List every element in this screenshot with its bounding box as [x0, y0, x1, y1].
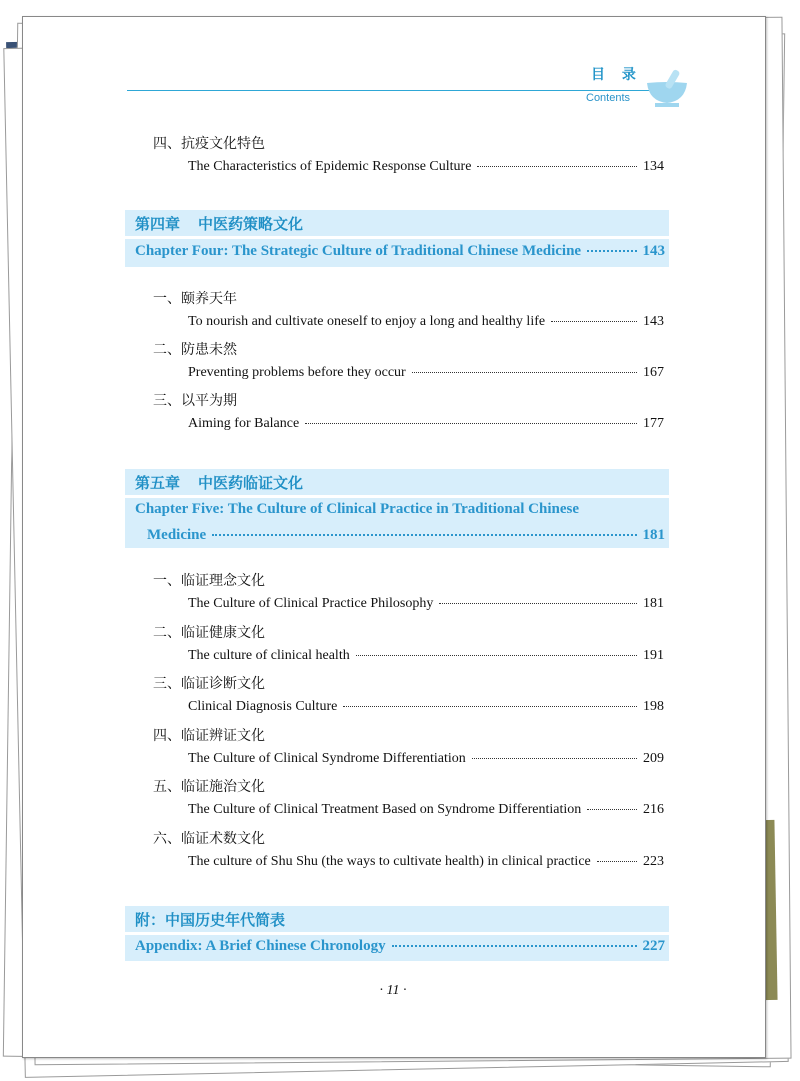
page-number: 181: [643, 596, 664, 611]
toc-entry[interactable]: [188, 416, 664, 432]
toc-item-cn: 六、临证术数文化: [153, 831, 265, 847]
mortar-pestle-icon: [643, 67, 691, 109]
toc-item-cn: 二、防患未然: [153, 342, 237, 358]
toc-item-cn: 一、颐养天年: [153, 291, 237, 307]
toc-entry-title: The culture of Shu Shu (the ways to cultivate health) in clinical practice: [188, 854, 591, 869]
page-number: 191: [643, 648, 664, 663]
appendix-title-cn: 附：中国历史年代简表: [135, 911, 286, 929]
page-number: 181: [642, 527, 665, 543]
page-number: 209: [643, 751, 664, 766]
toc-item-cn: 一、临证理念文化: [153, 573, 265, 589]
dot-leader: [412, 372, 637, 373]
page-number: 223: [643, 854, 664, 869]
page-number: 134: [643, 159, 664, 174]
page-number: 216: [643, 802, 664, 817]
toc-item-cn: 四、抗疫文化特色: [153, 136, 265, 152]
toc-entry[interactable]: [188, 802, 664, 818]
chapter-number-cn: 第五章: [135, 474, 181, 492]
dot-leader: [597, 861, 637, 862]
dot-leader: [587, 250, 636, 252]
toc-entry[interactable]: [188, 314, 664, 330]
chapter-title-cn: [135, 472, 303, 493]
chapter-name-cn: 中医药策略文化: [198, 215, 304, 233]
appendix-entry[interactable]: [135, 938, 665, 955]
page-number: 143: [642, 243, 665, 259]
header-title-en: Contents: [586, 92, 631, 104]
dot-leader: [356, 655, 637, 656]
dot-leader: [477, 166, 637, 167]
dot-leader: [587, 809, 637, 810]
dot-leader: [305, 423, 637, 424]
toc-item-cn: 五、临证施治文化: [153, 779, 265, 795]
appendix-title-en: Appendix: A Brief Chinese Chronology: [135, 938, 386, 954]
toc-entry-title: The Culture of Clinical Treatment Based on Syndrome Differentiation: [188, 802, 582, 817]
toc-entry-title: Clinical Diagnosis Culture: [188, 699, 338, 714]
toc-entry[interactable]: [188, 648, 664, 664]
page-number: 198: [643, 699, 664, 714]
toc-entry-title: The Culture of Clinical Syndrome Differentiation: [188, 751, 466, 766]
toc-entry[interactable]: [188, 751, 664, 767]
chapter-title-en: Chapter Four: The Strategic Culture of Traditional Chinese Medicine: [135, 243, 582, 259]
document-page: [22, 16, 766, 1058]
dot-leader: [472, 758, 637, 759]
toc-entry[interactable]: [188, 699, 664, 715]
toc-entry[interactable]: [188, 365, 664, 381]
toc-item-cn: 四、临证辨证文化: [153, 728, 265, 744]
toc-entry-title: Aiming for Balance: [188, 416, 300, 431]
dot-leader: [212, 534, 636, 536]
dot-leader: [439, 603, 637, 604]
toc-entry[interactable]: [188, 854, 664, 870]
chapter-title-en: Chapter Five: The Culture of Clinical Practice in Traditional Chinese: [135, 501, 580, 517]
toc-item-cn: 三、以平为期: [153, 393, 237, 409]
toc-entry[interactable]: [188, 596, 664, 612]
chapter-title-cn: [135, 213, 303, 234]
toc-item-cn: 三、临证诊断文化: [153, 676, 265, 692]
chapter-title-en-cont: Medicine: [147, 527, 207, 543]
header-title-cn: 目 录: [591, 67, 642, 83]
toc-entry-title: To nourish and cultivate oneself to enjoy a long and healthy life: [188, 314, 546, 329]
page-footer-number: · 11 ·: [379, 983, 407, 998]
dot-leader: [392, 945, 637, 947]
header-rule: [127, 90, 659, 91]
chapter-entry[interactable]: [147, 527, 665, 544]
chapter-entry[interactable]: [135, 243, 665, 260]
toc-entry[interactable]: [188, 159, 664, 175]
dot-leader: [551, 321, 637, 322]
toc-entry-title: The Culture of Clinical Practice Philosophy: [188, 596, 434, 611]
page-number: 167: [643, 365, 664, 380]
page-number: 143: [643, 314, 664, 329]
chapter-name-cn: 中医药临证文化: [198, 474, 304, 492]
toc-entry-title: Preventing problems before they occur: [188, 365, 406, 380]
dot-leader: [343, 706, 637, 707]
toc-entry-title: The Characteristics of Epidemic Response Culture: [188, 159, 472, 174]
page-number: 227: [642, 938, 665, 954]
toc-entry-title: The culture of clinical health: [188, 648, 350, 663]
chapter-number-cn: 第四章: [135, 215, 181, 233]
toc-item-cn: 二、临证健康文化: [153, 625, 265, 641]
page-number: 177: [643, 416, 664, 431]
